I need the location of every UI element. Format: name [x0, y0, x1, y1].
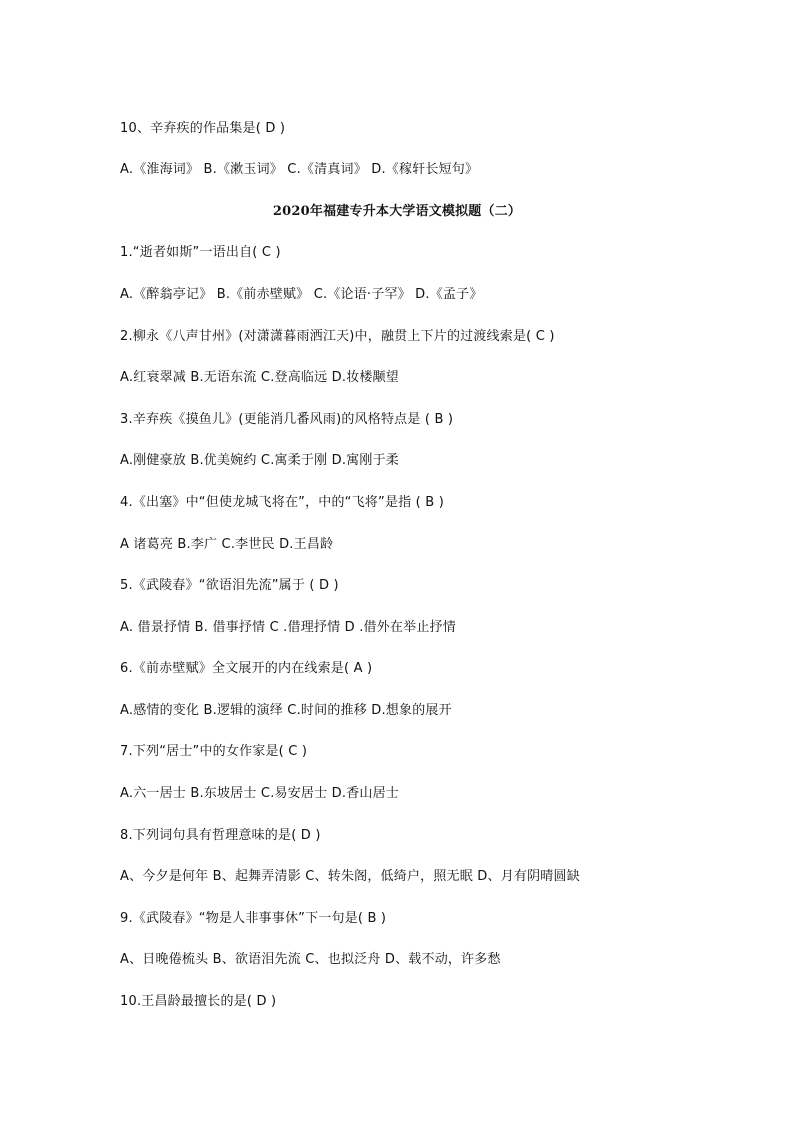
question-3: 3.辛弃疾《摸鱼儿》(更能消几番风雨)的风格特点是 ( B ): [120, 412, 454, 427]
options-10-prev: A.《淮海词》 B.《漱玉词》 C.《清真词》 D.《稼轩长短句》: [120, 162, 479, 177]
question-1: 1.“逝者如斯”一语出自( C ): [120, 245, 281, 260]
options-4: A 诸葛亮 B.李广 C.李世民 D.王昌龄: [120, 537, 334, 552]
options-7: A.六一居士 B.东坡居士 C.易安居士 D.香山居士: [120, 786, 399, 801]
question-10-prev: 10、辛弃疾的作品集是( D ): [120, 121, 286, 136]
options-2: A.红衰翠减 B.无语东流 C.登高临远 D.妆楼颙望: [120, 370, 399, 385]
question-2: 2.柳永《八声甘州》(对潇潇暮雨洒江天)中，融贯上下片的过渡线索是( C ): [120, 329, 555, 344]
question-9: 9.《武陵春》“物是人非事事休”下一句是( B ): [120, 911, 387, 926]
options-1: A.《醉翁亭记》 B.《前赤壁赋》 C.《论语·子罕》 D.《孟子》: [120, 287, 483, 302]
question-10: 10.王昌龄最擅长的是( D ): [120, 994, 277, 1009]
options-8: A、今夕是何年 B、起舞弄清影 C、转朱阁，低绮户，照无眠 D、月有阴晴圆缺: [120, 869, 580, 884]
question-8: 8.下列词句具有哲理意味的是( D ): [120, 828, 321, 843]
options-5: A. 借景抒情 B. 借事抒情 C .借理抒情 D .借外在举止抒情: [120, 620, 456, 635]
options-3: A.刚健豪放 B.优美婉约 C.寓柔于刚 D.寓刚于柔: [120, 453, 399, 468]
question-4: 4.《出塞》中“但使龙城飞将在”，中的“飞将”是指 ( B ): [120, 495, 445, 510]
section-title: 2020年福建专升本大学语文模拟题（二）: [272, 204, 522, 219]
options-9: A、日晚倦梳头 B、欲语泪先流 C、也拟泛舟 D、载不动，许多愁: [120, 952, 501, 967]
question-5: 5.《武陵春》“欲语泪先流”属于 ( D ): [120, 578, 339, 593]
options-6: A.感情的变化 B.逻辑的演绎 C.时间的推移 D.想象的展开: [120, 703, 452, 718]
question-7: 7.下列“居士”中的女作家是( C ): [120, 744, 308, 759]
question-6: 6.《前赤壁赋》全文展开的内在线索是( A ): [120, 661, 373, 676]
